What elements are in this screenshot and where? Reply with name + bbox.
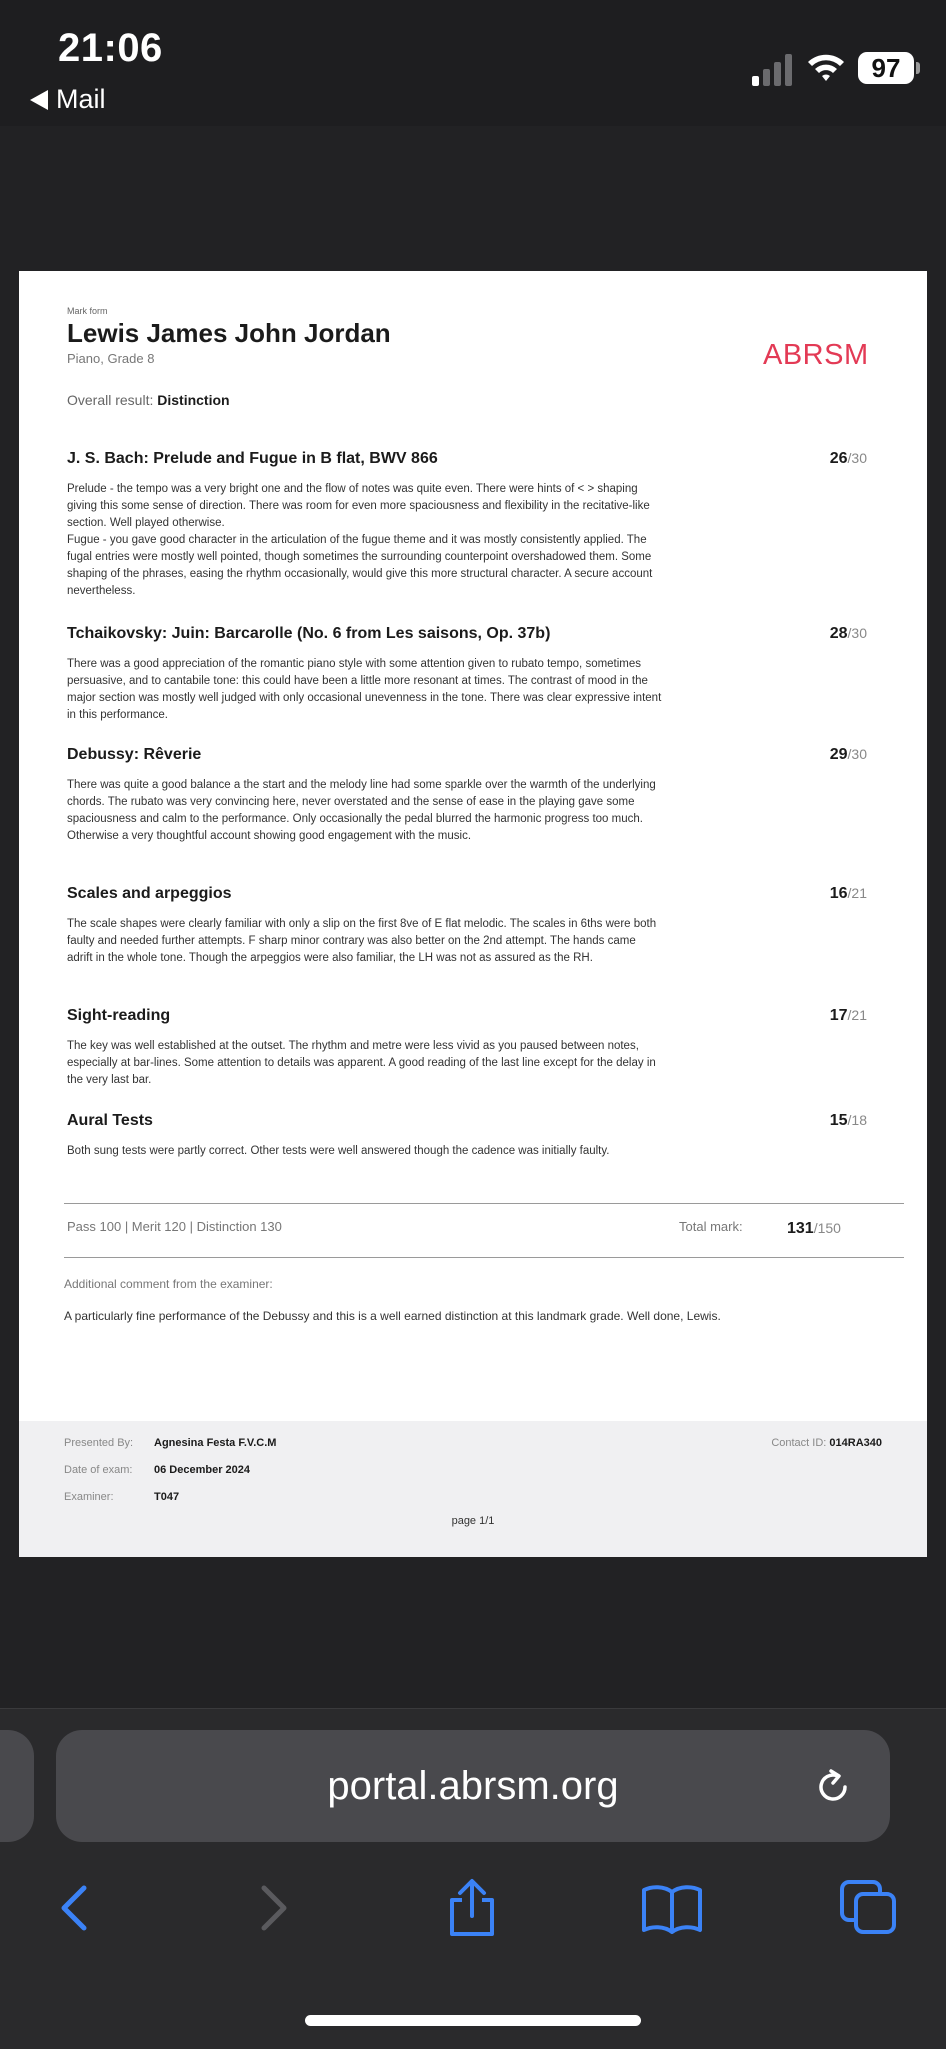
tabs-icon[interactable] xyxy=(838,1878,902,1938)
mark-form-page xyxy=(19,271,927,1557)
section-title: J. S. Bach: Prelude and Fugue in B flat, BWV 866 xyxy=(67,450,438,467)
section-title: Scales and arpeggios xyxy=(67,885,232,902)
forward-arrow-icon[interactable] xyxy=(240,1878,304,1938)
exam-date: Date of exam: 06 December 2024 xyxy=(64,1464,251,1476)
abrsm-logo: ABRSM xyxy=(763,339,869,371)
section-mark: 16/21 xyxy=(829,885,867,902)
url-text[interactable]: portal.abrsm.org xyxy=(327,1764,619,1808)
section-mark: 28/30 xyxy=(829,625,867,642)
section-title: Tchaikovsky: Juin: Barcarolle (No. 6 from Les saisons, Op. 37b) xyxy=(67,625,551,642)
section-mark: 26/30 xyxy=(829,450,867,467)
section-scales xyxy=(67,885,867,967)
section-mark: 17/21 xyxy=(829,1007,867,1024)
section-comment: The key was well established at the outset. The rhythm and metre were less vivid as you paused between notes, especially at bar-lines. Some attention to details was apparent. A good reading of the last line except for the delay in the very last bar. xyxy=(67,1040,656,1086)
section-comment: Both sung tests were partly correct. Other tests were well answered though the cadence was initially faulty. xyxy=(67,1145,610,1157)
overall-label: Overall result: xyxy=(67,392,154,408)
section-title: Debussy: Rêverie xyxy=(67,746,202,763)
section-sight-reading xyxy=(67,1007,867,1089)
section-comment: There was quite a good balance a the start and the melody line had some sparkle over the warmth of the underlying chords. The rubato was very convincing here, never overstated and the sense of ease in the playing gave some spaciousness and calm to the performance. Only occasionally the pedal blurred the harmonic progress too much. Otherwise a very thoughtful account showing good engagement with the music. xyxy=(67,779,656,842)
overall-value: Distinction xyxy=(157,392,230,408)
additional-comment: A particularly fine performance of the Debussy and this is a well earned distinction at this landmark grade. Well done, Lewis. xyxy=(64,1309,721,1323)
address-bar[interactable] xyxy=(56,1730,890,1842)
previous-tab-card[interactable] xyxy=(0,1730,34,1842)
battery-indicator: 97 xyxy=(858,52,914,84)
candidate-name: Lewis James John Jordan xyxy=(67,318,391,348)
section-comment: Prelude - the tempo was a very bright one and the flow of notes was quite even. There were hints of < > shaping giving this some sense of direction. There was room for even more spaciousness and flexibility in the recitative-like section. Well played otherwise. Fugue - you gave good character in the articulation of the fugue theme and it was mostly consistently applied. The fugal entries were mostly well pointed, though sometimes the surrounding counterpoint overshadowed them. Some shaping of the phrases, easing the rhythm occasionally, would give this more structural character. A secure account nevertheless. xyxy=(67,483,653,597)
battery-nub xyxy=(916,62,920,74)
section-title: Sight-reading xyxy=(67,1007,171,1024)
additional-comment-label: Additional comment from the examiner: xyxy=(64,1277,273,1291)
presented-by: Presented By: Agnesina Festa F.V.C.M xyxy=(64,1437,277,1449)
section-comment: There was a good appreciation of the romantic piano style with some attention given to rubato tempo, sometimes persuasive, and to cantabile tone: this could have been a little more resonant at times. The contrast of mood in the major section was mostly well judged with only occasional unevenness in the tone. There was clear expressive intent in this performance. xyxy=(67,658,662,721)
section-title: Aural Tests xyxy=(67,1112,153,1129)
section-comment: The scale shapes were clearly familiar with only a slip on the first 8ve of E flat melodic. The scales in 6ths were both faulty and needed further attempts. F sharp minor contrary was also better on the 2nd attempt. The hands came adrift in the whole tone. Though the arpeggios were also familiar, the LH was not as assured as the RH. xyxy=(67,918,657,964)
total-mark: 131/150 xyxy=(787,1220,841,1237)
overall-result xyxy=(67,392,230,408)
back-triangle-icon xyxy=(30,90,48,110)
divider xyxy=(64,1203,904,1204)
section-mark: 29/30 xyxy=(829,746,867,763)
back-app-label: Mail xyxy=(56,84,106,114)
section-aural-tests xyxy=(67,1112,867,1160)
section-tchaikovsky xyxy=(67,625,867,724)
bookmarks-icon[interactable] xyxy=(640,1878,704,1938)
back-to-mail-button[interactable] xyxy=(30,84,106,115)
page-number: page 1/1 xyxy=(451,1515,495,1527)
clock: 21:06 xyxy=(58,26,163,70)
status-bar xyxy=(0,0,946,126)
grade-thresholds: Pass 100 | Merit 120 | Distinction 130 xyxy=(67,1219,282,1234)
section-debussy xyxy=(67,746,867,845)
reload-icon[interactable] xyxy=(812,1766,854,1808)
section-bach xyxy=(67,450,867,600)
instrument-grade: Piano, Grade 8 xyxy=(67,351,155,366)
section-mark: 15/18 xyxy=(829,1112,867,1129)
divider xyxy=(64,1257,904,1258)
examiner: Examiner: T047 xyxy=(64,1491,180,1503)
back-arrow-icon[interactable] xyxy=(42,1878,106,1938)
share-icon[interactable] xyxy=(440,1878,504,1938)
form-label: Mark form xyxy=(67,306,108,316)
home-indicator xyxy=(305,2015,641,2026)
cellular-signal-icon xyxy=(752,54,794,86)
wifi-icon xyxy=(806,50,846,84)
contact-id: Contact ID: 014RA340 xyxy=(771,1437,882,1449)
total-mark-label: Total mark: xyxy=(679,1219,743,1234)
